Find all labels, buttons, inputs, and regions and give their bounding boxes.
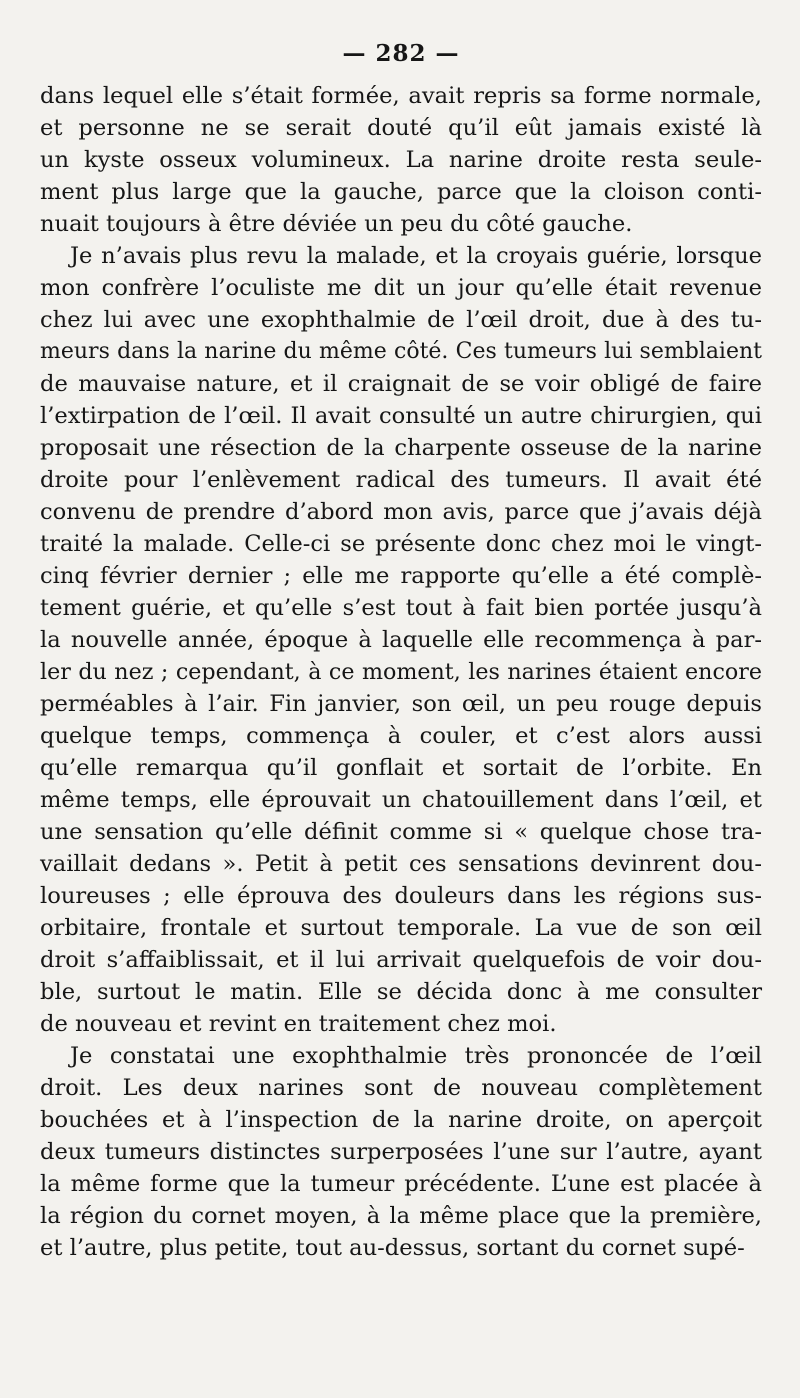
paragraph <box>40 1040 762 1264</box>
text-line: droite pour l’enlèvement radical des tumeurs. Il avait été <box>40 467 762 493</box>
text-line: vaillait dedans ». Petit à petit ces sensations devinrent dou- <box>40 851 762 877</box>
text-line: chez lui avec une exophthalmie de l’œil droit, due à des tu- <box>40 307 762 333</box>
text-line: dans lequel elle s’était formée, avait repris sa forme normale, <box>40 83 762 109</box>
text-line: loureuses ; elle éprouva des douleurs dans les régions sus- <box>40 883 762 909</box>
text-line: ment plus large que la gauche, parce que la cloison conti- <box>40 179 762 205</box>
text-line: de nouveau et revint en traitement chez moi. <box>40 1011 557 1037</box>
text-line: mon confrère l’oculiste me dit un jour qu’elle était revenue <box>40 275 762 301</box>
text-line: et personne ne se serait douté qu’il eût jamais existé là <box>40 115 762 141</box>
text-line: qu’elle remarqua qu’il gonflait et sortait de l’orbite. En <box>40 755 762 781</box>
text-line: un kyste osseux volumineux. La narine droite resta seule- <box>40 147 762 173</box>
text-line: bouchées et à l’inspection de la narine droite, on aperçoit <box>40 1107 762 1133</box>
paragraph <box>40 240 762 1040</box>
text-line: convenu de prendre d’abord mon avis, parce que j’avais déjà <box>40 499 762 525</box>
text-line: ble, surtout le matin. Elle se décida donc à me consulter <box>40 979 762 1005</box>
text-line: nuait toujours à être déviée un peu du côté gauche. <box>40 211 633 237</box>
text-line: cinq février dernier ; elle me rapporte qu’elle a été complè- <box>40 563 762 589</box>
text-line: la région du cornet moyen, à la même place que la première, <box>40 1203 762 1229</box>
text-line: orbitaire, frontale et surtout temporale. La vue de son œil <box>40 915 762 941</box>
text-line: meurs dans la narine du même côté. Ces tumeurs lui semblaient <box>40 339 762 364</box>
text-line: traité la malade. Celle-ci se présente donc chez moi le vingt- <box>40 531 762 557</box>
text-line: Je n’avais plus revu la malade, et la croyais guérie, lorsque <box>70 243 762 269</box>
page-number: — 282 — <box>342 40 460 67</box>
text-line: tement guérie, et qu’elle s’est tout à fait bien portée jusqu’à <box>40 595 762 621</box>
text-line: même temps, elle éprouvait un chatouillement dans l’œil, et <box>40 787 762 813</box>
text-line: et l’autre, plus petite, tout au-dessus, sortant du cornet supé- <box>40 1235 745 1261</box>
text-line: deux tumeurs distinctes surperposées l’une sur l’autre, ayant <box>40 1139 762 1165</box>
text-line: la nouvelle année, époque à laquelle elle recommença à par- <box>40 627 762 653</box>
text-line: l’extirpation de l’œil. Il avait consulté un autre chirurgien, qui <box>40 403 762 429</box>
text-line: perméables à l’air. Fin janvier, son œil, un peu rouge depuis <box>40 691 762 717</box>
text-line: droit. Les deux narines sont de nouveau complètement <box>40 1075 762 1101</box>
text-line: ler du nez ; cependant, à ce moment, les narines étaient encore <box>40 659 762 685</box>
paragraph <box>40 80 762 240</box>
text-body <box>40 80 762 1264</box>
text-line: une sensation qu’elle définit comme si « quelque chose tra- <box>40 819 762 845</box>
text-line: Je constatai une exophthalmie très prononcée de l’œil <box>70 1043 762 1069</box>
text-line: proposait une résection de la charpente osseuse de la narine <box>40 435 762 461</box>
text-line: la même forme que la tumeur précédente. L’une est placée à <box>40 1171 762 1197</box>
text-line: droit s’affaiblissait, et il lui arrivait quelquefois de voir dou- <box>40 947 762 973</box>
text-line: de mauvaise nature, et il craignait de se voir obligé de faire <box>40 371 762 397</box>
text-line: quelque temps, commença à couler, et c’est alors aussi <box>40 723 762 749</box>
